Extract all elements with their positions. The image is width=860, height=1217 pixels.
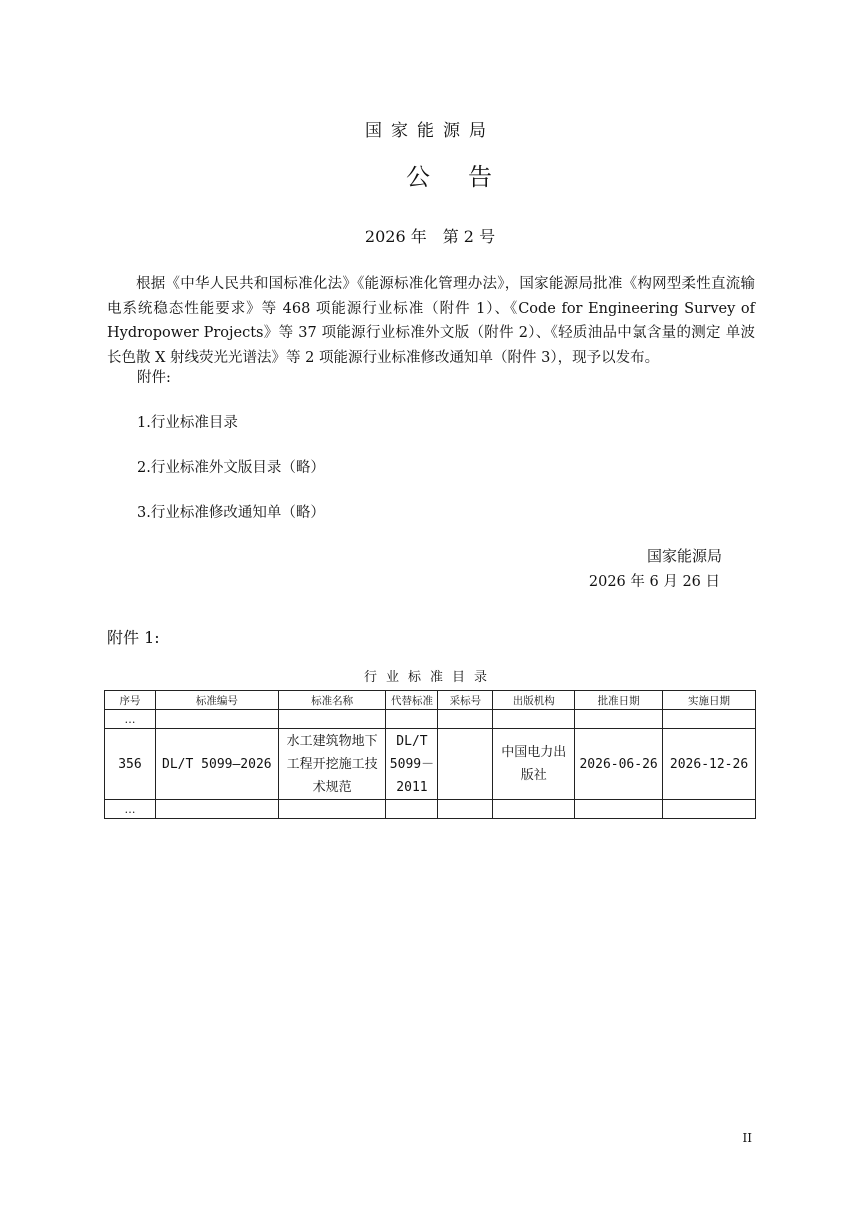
column-header-approval-date: 批准日期 bbox=[575, 691, 663, 710]
table-title: 行业标准目录 bbox=[363, 670, 496, 685]
signature-date: 2026 年 6 月 26 日 bbox=[588, 574, 720, 590]
ellipsis-cell: … bbox=[105, 800, 156, 819]
column-header-effective-date: 实施日期 bbox=[663, 691, 756, 710]
cell-publisher: 中国电力出版社 bbox=[493, 729, 575, 800]
table-header-row bbox=[105, 691, 756, 710]
attachments-label: 附件: bbox=[137, 370, 171, 386]
attachment-item-2: 2.行业标准外文版目录（略） bbox=[137, 460, 325, 476]
page-number: II bbox=[742, 1131, 752, 1145]
agency-header: 国家能源局 bbox=[365, 121, 495, 141]
table-row-ellipsis-bottom bbox=[105, 800, 756, 819]
attachment-item-3: 3.行业标准修改通知单（略） bbox=[137, 505, 325, 521]
annex-heading: 附件 1: bbox=[107, 628, 160, 647]
cell-code: DL/T 5099—2026 bbox=[155, 729, 278, 800]
cell-seq: 356 bbox=[105, 729, 156, 800]
column-header-code: 标准编号 bbox=[155, 691, 278, 710]
announcement-number: 2026 年 第 2 号 bbox=[364, 227, 496, 246]
cell-approval-date: 2026-06-26 bbox=[575, 729, 663, 800]
standards-catalog-table bbox=[104, 690, 756, 819]
column-header-adoption: 采标号 bbox=[438, 691, 493, 710]
cell-adoption bbox=[438, 729, 493, 800]
cell-effective-date: 2026-12-26 bbox=[663, 729, 756, 800]
document-title: 公告 bbox=[406, 163, 530, 191]
column-header-replaces: 代替标准 bbox=[386, 691, 438, 710]
table-row-ellipsis-top bbox=[105, 710, 756, 729]
column-header-seq: 序号 bbox=[105, 691, 156, 710]
body-paragraph: 根据《中华人民共和国标准化法》《能源标准化管理办法》，国家能源局批准《构网型柔性直流输电系统稳态性能要求》等 468 项能源行业标准（附件 1）、《Code for Engineering Survey of Hydropower Projects》等 37 项能源行业标准外文版（附件 2）、《轻质油品中氯含量的测定 单波长色散 X 射线荧光光谱法》等 2 项能源行业标准修改通知单（附件 3），现予以发布。 bbox=[107, 276, 755, 366]
column-header-name: 标准名称 bbox=[278, 691, 386, 710]
column-header-publisher: 出版机构 bbox=[493, 691, 575, 710]
cell-name: 水工建筑物地下工程开挖施工技术规范 bbox=[278, 729, 386, 800]
ellipsis-cell: … bbox=[105, 710, 156, 729]
table-row bbox=[105, 729, 756, 800]
signature-org: 国家能源局 bbox=[646, 547, 722, 565]
cell-replaces: DL/T 5099－2011 bbox=[386, 729, 438, 800]
attachment-item-1: 1.行业标准目录 bbox=[137, 415, 238, 431]
announcement-body bbox=[107, 272, 755, 370]
